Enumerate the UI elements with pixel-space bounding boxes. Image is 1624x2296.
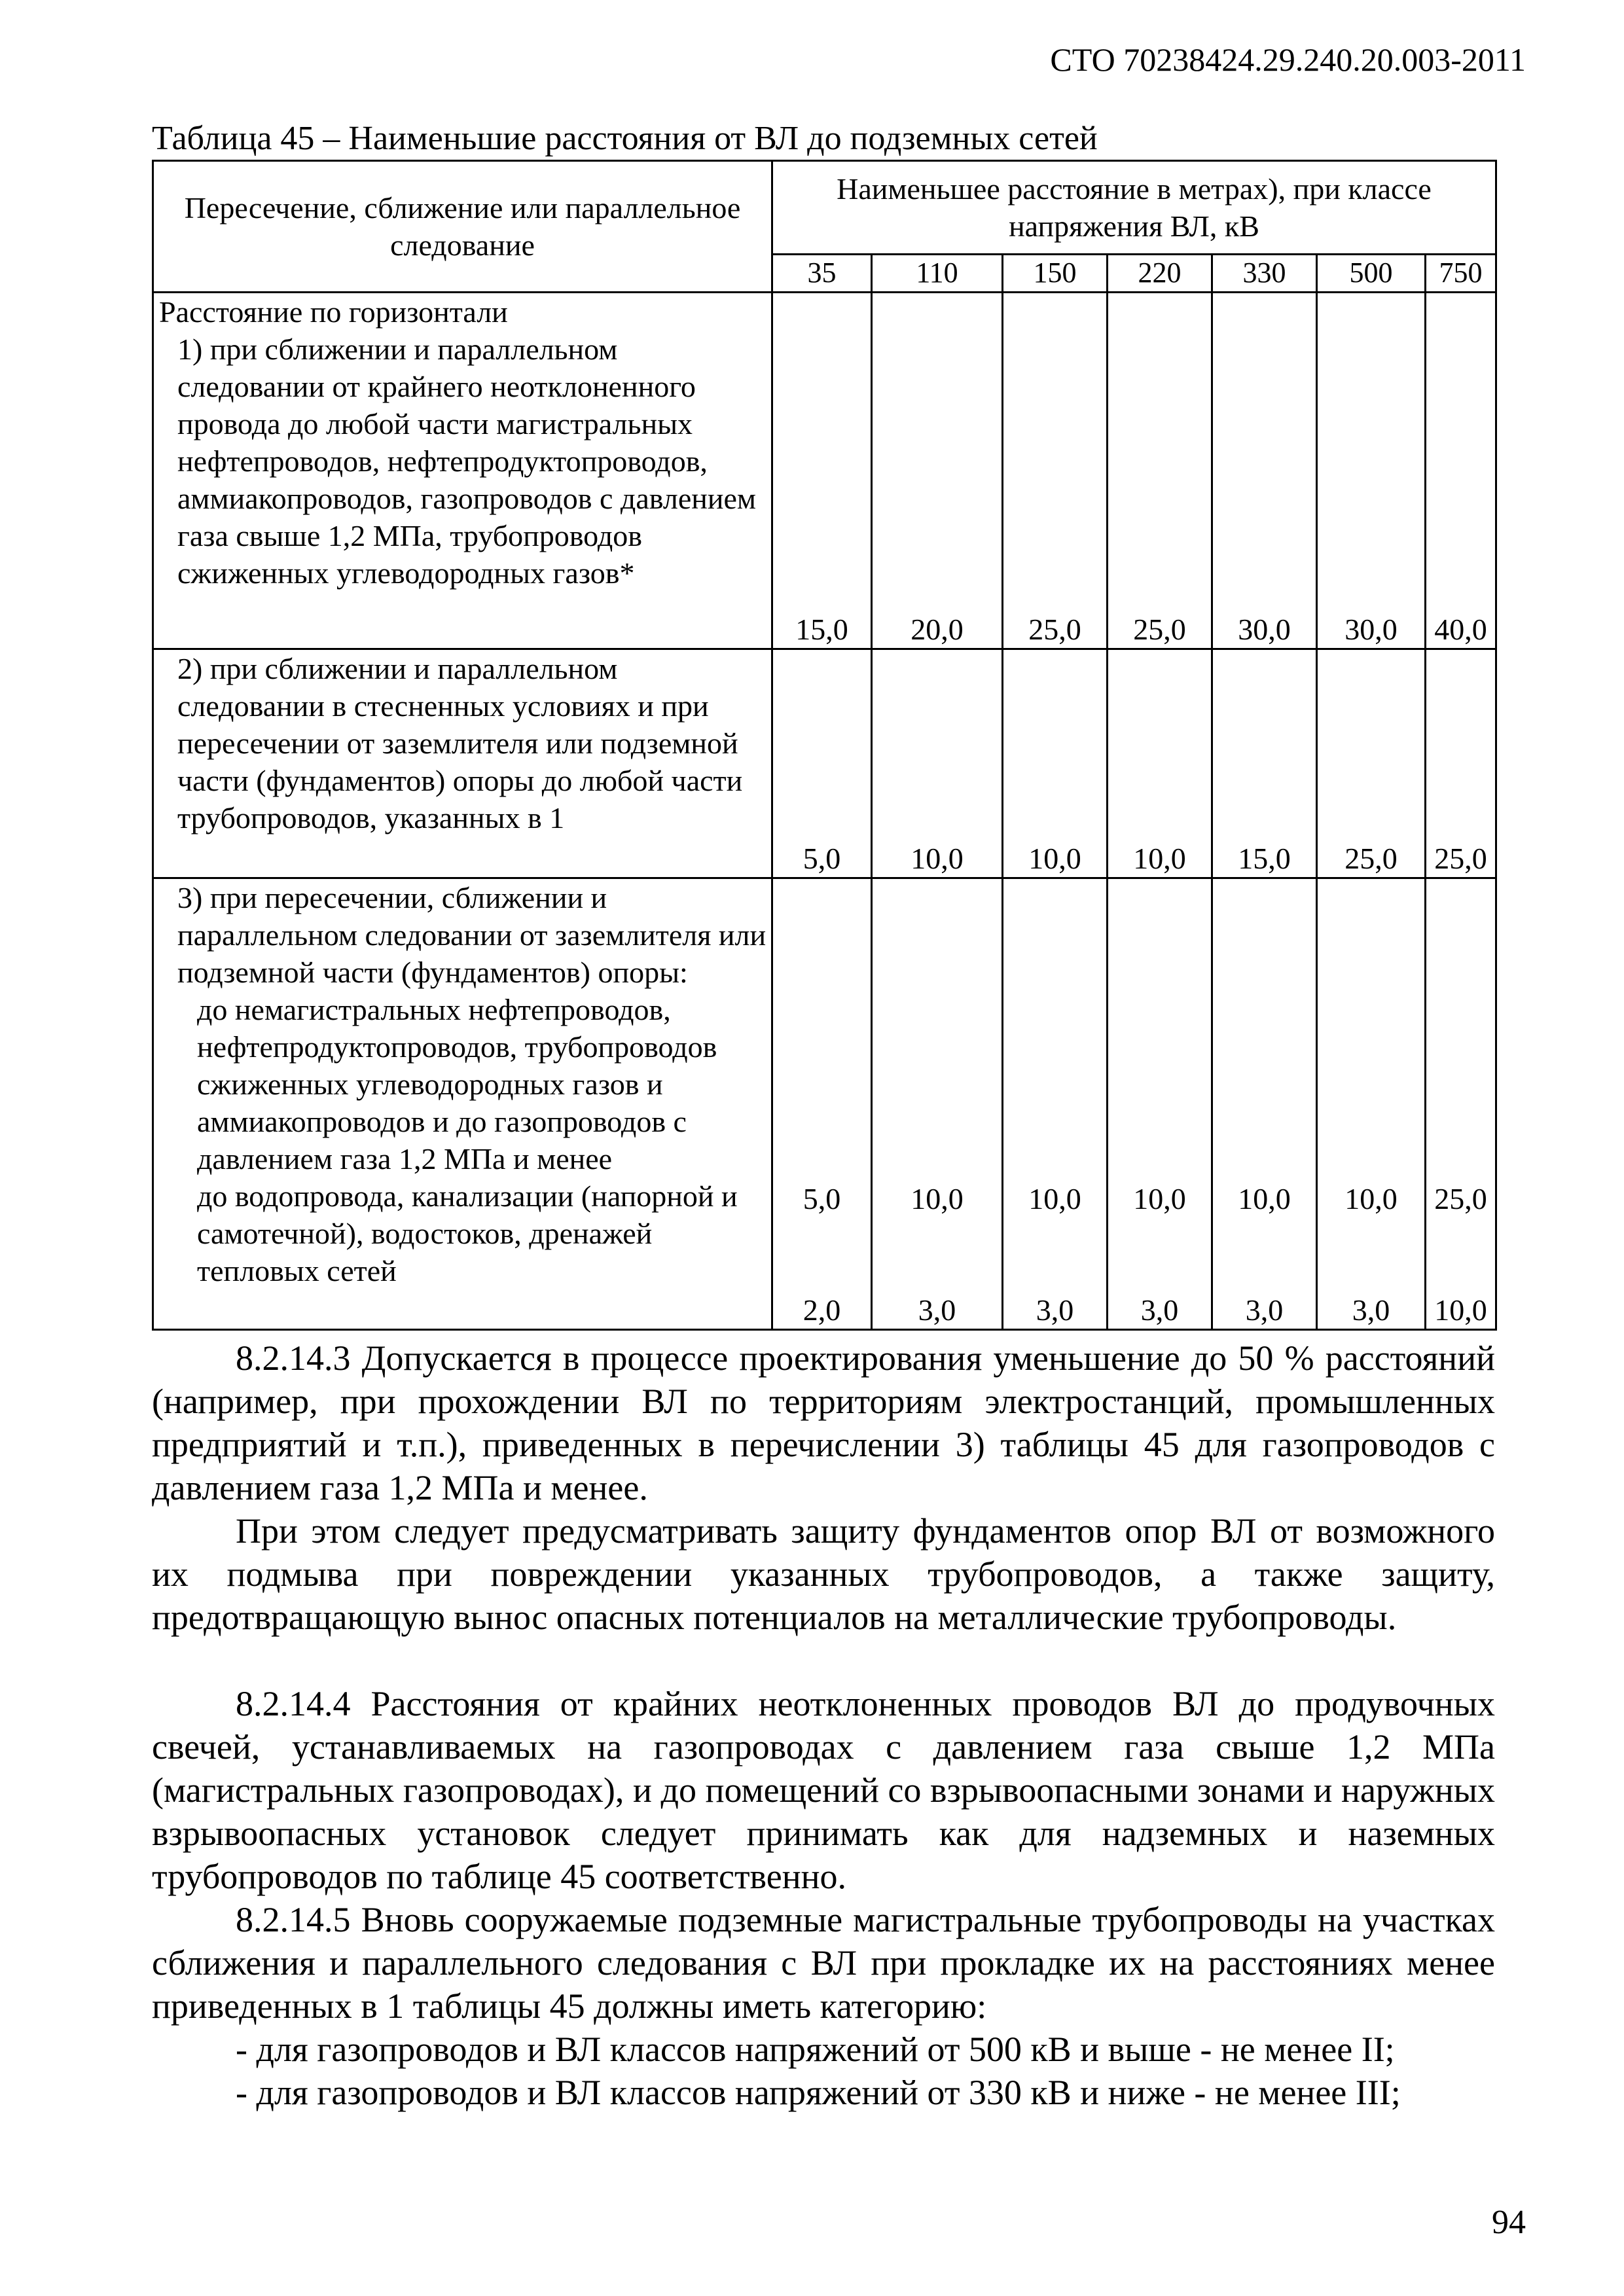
list-item: - для газопроводов и ВЛ классов напряжений от 330 кВ и ниже - не менее III; [236, 2073, 1401, 2112]
table-cell [872, 878, 1003, 1329]
page-number: 94 [1492, 2204, 1526, 2241]
document-code: СТО 70238424.29.240.20.003-2011 [1050, 41, 1526, 78]
table-cell: 30,0 [1212, 292, 1317, 649]
row-description [153, 649, 772, 878]
table-cell: 25,0 [1003, 292, 1108, 649]
row-3-text: 3) при пересечении, сближении и параллельном следовании от заземлителя или подземной части (фундаментов) опоры: [177, 880, 767, 989]
section-title: Расстояние по горизонтали [159, 295, 508, 329]
voltage-220: 220 [1108, 255, 1212, 293]
table-cell: 40,0 [1426, 292, 1496, 649]
value-b: 10,0 [1434, 1293, 1487, 1327]
table-caption: Таблица 45 – Наименьшие расстояния от ВЛ до подземных сетей [152, 120, 1098, 157]
table-cell: 20,0 [872, 292, 1003, 649]
table-row [153, 292, 1496, 649]
value-a: 10,0 [1028, 1182, 1081, 1216]
value-a: 10,0 [1344, 1182, 1398, 1216]
value-b: 2,0 [803, 1293, 841, 1327]
value-b: 3,0 [1352, 1293, 1390, 1327]
table-cell: 15,0 [772, 292, 872, 649]
value-b: 3,0 [1036, 1293, 1074, 1327]
header-crossing: Пересечение, сближение или параллельное следование [153, 161, 772, 293]
table-cell [1426, 878, 1496, 1329]
row-2-text: 2) при сближении и параллельном следовании в стесненных условиях и при пересечении от заземлителя или подземной части (фундаментов) опоры до любой части трубопроводов, указанных в 1 [177, 651, 743, 834]
list-item: - для газопроводов и ВЛ классов напряжений от 500 кВ и выше - не менее II; [236, 2030, 1395, 2069]
paragraph-8-2-14-3: 8.2.14.3 Допускается в процессе проектирования уменьшение до 50 % расстояний (например, при прохождении ВЛ по территориям электростанций, промышленных предприятий и т.п.), приведенных в перечислении 3) таблицы 45 для газопроводов с давлением газа 1,2 МПа и менее. [152, 1338, 1495, 1507]
value-a: 5,0 [803, 1182, 841, 1216]
row-3-sub-b: до водопровода, канализации (напорной и самотечной), водостоков, дренажей тепловых сетей [197, 1179, 738, 1287]
row-description [153, 878, 772, 1329]
paragraph-8-2-14-5: 8.2.14.5 Вновь сооружаемые подземные магистральные трубопроводы на участках сближения и параллельного следования с ВЛ при прокладке их на расстояниях менее приведенных в 1 таблицы 45 должны иметь категорию: [152, 1900, 1495, 2026]
table-cell [1108, 878, 1212, 1329]
row-description [153, 292, 772, 649]
table-cell: 15,0 [1212, 649, 1317, 878]
table-cell: 5,0 [772, 649, 872, 878]
row-3-sub-a: до немагистральных нефтепроводов, нефтепродуктопроводов, трубопроводов сжиженных углеводородных газов и аммиакопроводов и до газопроводов с давлением газа 1,2 МПа и менее [197, 992, 717, 1175]
distance-table [152, 160, 1497, 1331]
voltage-35: 35 [772, 255, 872, 293]
value-b: 3,0 [918, 1293, 956, 1327]
row-1-text: 1) при сближении и параллельном следовании от крайнего неотклоненного провода до любой части магистральных нефтепроводов, нефтепродуктопроводов, аммиакопроводов, газопроводов с давлением газа свыше 1,2 МПа, трубопроводов сжиженных углеводородных газов* [177, 332, 756, 590]
voltage-500: 500 [1317, 255, 1426, 293]
table-row [153, 878, 1496, 1329]
table-cell: 25,0 [1108, 292, 1212, 649]
table-cell: 10,0 [1108, 649, 1212, 878]
value-a: 10,0 [1133, 1182, 1186, 1216]
table-cell: 30,0 [1317, 292, 1426, 649]
voltage-150: 150 [1003, 255, 1108, 293]
table-cell: 10,0 [1003, 649, 1108, 878]
table-cell [772, 878, 872, 1329]
table-cell [1317, 878, 1426, 1329]
table-cell: 10,0 [872, 649, 1003, 878]
voltage-750: 750 [1426, 255, 1496, 293]
voltage-330: 330 [1212, 255, 1317, 293]
paragraph-protection: При этом следует предусматривать защиту фундаментов опор ВЛ от возможного их подмыва при повреждении указанных трубопроводов, а также защиту, предотвращающую вынос опасных потенциалов на металлические трубопроводы. [152, 1511, 1495, 1637]
value-a: 10,0 [911, 1182, 964, 1216]
value-b: 3,0 [1140, 1293, 1179, 1327]
table-cell [1003, 878, 1108, 1329]
table-cell: 25,0 [1317, 649, 1426, 878]
table-cell [1212, 878, 1317, 1329]
value-a: 10,0 [1238, 1182, 1291, 1216]
paragraph-8-2-14-4: 8.2.14.4 Расстояния от крайних неотклоненных проводов ВЛ до продувочных свечей, устанавливаемых на газопроводах с давлением газа свыше 1,2 МПа (магистральных газопроводах), и до помещений со взрывоопасными зонами и наружных взрывоопасных установок следует принимать как для надземных и наземных трубопроводов по таблице 45 соответственно. [152, 1684, 1495, 1896]
header-min-distance: Наименьшее расстояние в метрах), при классе напряжения ВЛ, кВ [772, 161, 1496, 255]
value-a: 25,0 [1434, 1182, 1487, 1216]
voltage-110: 110 [872, 255, 1003, 293]
table-cell: 25,0 [1426, 649, 1496, 878]
value-b: 3,0 [1245, 1293, 1284, 1327]
table-row [153, 649, 1496, 878]
